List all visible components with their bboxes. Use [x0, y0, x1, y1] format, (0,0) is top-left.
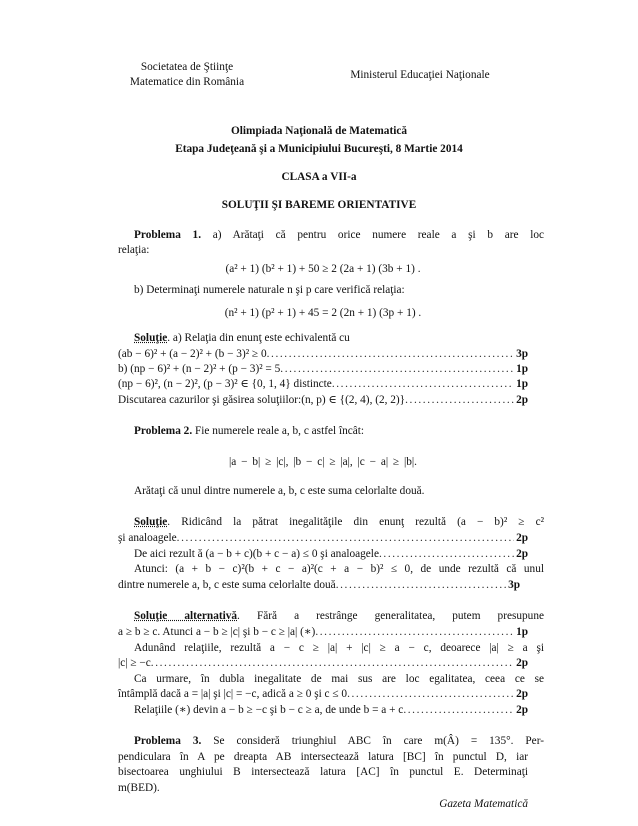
leader-dots	[379, 547, 514, 562]
p1-step1-points: 3p	[516, 348, 528, 360]
p1-step1	[118, 347, 528, 362]
p2-solution-label: Soluţie	[134, 516, 168, 528]
p1-statement-line1	[118, 228, 544, 243]
header-left	[112, 60, 262, 89]
stage-title: Etapa Judeţeană şi a Municipiului Bucureşti, 8 Martie 2014	[175, 143, 463, 155]
p2-alt-line6	[118, 687, 528, 702]
p2-label: Problema 2.	[134, 425, 193, 437]
p2-alt-points3: 2p	[516, 688, 528, 700]
p2-alt-text2b: |c| ≥ −c	[118, 657, 151, 669]
p2-solution-line3	[118, 547, 528, 562]
olympiad-title: Olimpiada Naţională de Matematică	[230, 125, 408, 137]
leader-dots	[332, 377, 514, 392]
p2-alt-points2: 2p	[516, 657, 528, 669]
p1-step3-text: (np − 6)², (n − 2)², (p − 3)² ∈ {0, 1, 4} distincte	[118, 378, 332, 390]
society-name-line1: Societatea de Ştiinţe	[140, 61, 234, 73]
leader-dots	[267, 347, 514, 362]
society-name-line2: Matematice din România	[129, 75, 245, 88]
leader-dots	[336, 578, 506, 593]
p1-text-a2: relaţia:	[118, 244, 150, 256]
p2-alt-line2	[118, 625, 528, 640]
p2-alt-line4	[118, 656, 528, 671]
p1-equation-a: (a² + 1) (b² + 1) + 50 ≥ 2 (2a + 1) (3b + 1) .	[225, 263, 421, 275]
p1-step2-text: b) (np − 6)² + (n − 2)² + (p − 3)² = 5	[118, 363, 281, 375]
p2-alt-text2: Adunând relaţiile, rezultă a − c ≥ |a| + |c| ≥ a − c, deoarece |a| ≥ a şi	[134, 642, 544, 654]
p3-text4: m(BED).	[118, 782, 160, 794]
p2-statement	[118, 424, 544, 439]
leader-dots	[405, 393, 514, 408]
p3-text3: bisectoarea unghiului B intersectează latura [AC] în punctul E. Determinaţi	[118, 766, 528, 778]
p1-solution-intro	[118, 331, 544, 346]
p3-label: Problema 3.	[134, 735, 202, 747]
leader-dots	[347, 687, 514, 702]
p2-alt-text3: Ca urmare, în dubla inegalitate de mai sus are loc egalitatea, ceea ce se	[134, 673, 544, 685]
ministry-name: Ministerul Educaţiei Naţionale	[350, 69, 490, 81]
p2-solution-line2	[118, 531, 528, 546]
p1-step3	[118, 377, 528, 392]
leader-dots	[280, 362, 514, 377]
p1-label: Problema 1.	[134, 229, 202, 241]
p1-step4	[118, 393, 528, 408]
p1-step2-points: 1p	[516, 363, 528, 375]
leader-dots	[177, 531, 514, 546]
leader-dots	[315, 625, 514, 640]
p2-solution-line1	[118, 515, 544, 530]
p1-equation-b: (n² + 1) (p² + 1) + 45 = 2 (2n + 1) (3p + 1) .	[224, 307, 422, 319]
p2-alt-text4: Relaţiile (∗) devin a − b ≥ −c şi b − c ≥ a, de unde b = a + c	[134, 704, 404, 716]
p1-solution-text: . a) Relaţia din enunţ este echivalentă cu	[167, 332, 350, 344]
class-title: CLASA a VII-a	[281, 171, 357, 183]
p2-solution-line5	[118, 578, 520, 593]
document-titles	[0, 122, 638, 214]
p2-alt-line1	[118, 609, 544, 624]
leader-dots	[403, 703, 514, 718]
p2-ask: Arătaţi că unul dintre numerele a, b, c este suma celorlalte două.	[134, 485, 425, 497]
p2-alt-line7	[118, 703, 528, 718]
p2-alt-points1: 1p	[516, 626, 528, 638]
p2-text: Fie numerele reale a, b, c astfel încât:	[194, 425, 365, 437]
p1-step2	[118, 362, 528, 377]
p2-solution-text1: . Ridicând la pătrat inegalităţile din enunţ rezultă (a − b)² ≥ c²	[167, 516, 544, 528]
p2-alt-text3b: întâmplă dacă a = |a| şi |c| = −c, adică a ≥ 0 şi c ≤ 0	[118, 688, 348, 700]
p3-source: Gazeta Matematică	[439, 798, 528, 810]
p2-equation: |a − b| ≥ |c|, |b − c| ≥ |a|, |c − a| ≥ |b|.	[229, 456, 417, 468]
p3-text2: pendiculara în A pe dreapta AB intersectează latura [BC] în punctul D, iar	[118, 751, 528, 763]
p2-alt-text1: . Fără a restrânge generalitatea, putem presupune	[237, 610, 544, 622]
p2-solution-points3: 3p	[508, 579, 520, 591]
leader-dots	[151, 656, 514, 671]
p1-step3-points: 1p	[516, 378, 528, 390]
p1-text-a1: a) Arătaţi că pentru orice numere reale a şi b are loc	[212, 229, 545, 241]
p1-step4-text: Discutarea cazurilor şi găsirea soluţiilor:(n, p) ∈ {(2, 4), (2, 2)}	[118, 394, 406, 406]
p2-alt-text1b: a ≥ b ≥ c. Atunci a − b ≥ |c| şi b − c ≥ |a| (∗)	[118, 626, 316, 638]
p2-solution-text2: De aici rezult ă (a − b + c)(b + c − a) ≤ 0 şi analoagele	[134, 548, 379, 560]
p1-text-b: b) Determinaţi numerele naturale n şi p care verifică relaţia:	[134, 284, 405, 296]
p2-solution-text1b: şi analoagele	[118, 532, 177, 544]
p2-alt-label: Soluţie alternativă	[134, 610, 238, 622]
p2-solution-text3: Atunci: (a + b − c)²(b + c − a)²(c + a − b)² ≤ 0, de unde rezultă că unul	[134, 563, 544, 575]
p2-solution-text3b: dintre numerele a, b, c este suma celorlalte două	[118, 579, 336, 591]
p2-solution-points1: 2p	[516, 532, 528, 544]
section-title: SOLUŢII ŞI BAREME ORIENTATIVE	[221, 199, 417, 211]
p3-text1: Se consideră triunghiul ABC în care m(Â) = 135°. Per-	[213, 735, 544, 747]
p2-solution-points2: 2p	[516, 548, 528, 560]
p1-solution-label: Soluţie	[134, 332, 168, 344]
p1-step4-points: 2p	[516, 394, 528, 406]
p2-alt-points4: 2p	[516, 704, 528, 716]
p1-step1-text: (ab − 6)² + (a − 2)² + (b − 3)² ≥ 0	[118, 348, 267, 360]
p3-line1	[118, 734, 544, 749]
